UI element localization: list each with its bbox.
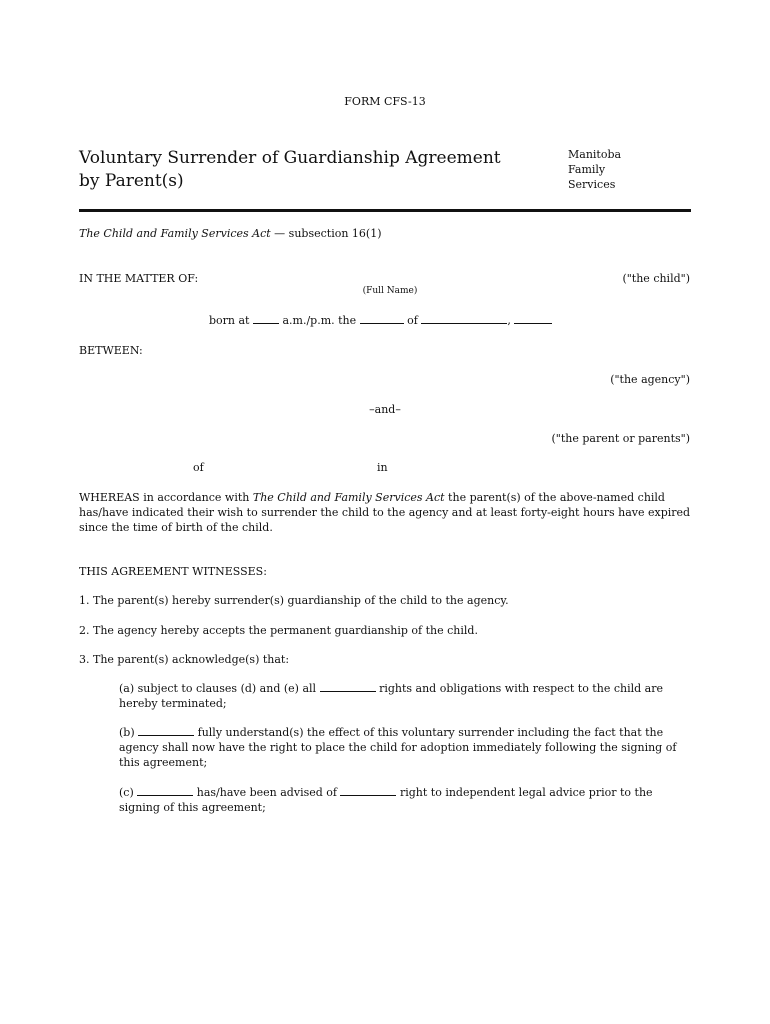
sub-clause-c <box>119 785 679 815</box>
act-subsection: — subsection 16(1) <box>270 227 382 240</box>
sub-b-blank[interactable] <box>138 725 194 736</box>
department-line-1: Manitoba <box>568 148 622 161</box>
sub-b-line-3: this agreement; <box>119 756 208 769</box>
sub-c-line-1: (c) has/have been advised of right to independent legal advice prior to the <box>119 786 653 799</box>
sub-a-blank[interactable] <box>320 681 376 692</box>
clause-3: 3. The parent(s) acknowledge(s) that: <box>79 653 290 666</box>
witnesses-heading: THIS AGREEMENT WITNESSES: <box>79 565 267 578</box>
page-title <box>79 147 501 193</box>
clause-2: 2. The agency hereby accepts the permanent guardianship of the child. <box>79 624 478 637</box>
sub-c-blank-2[interactable] <box>340 785 396 796</box>
born-at-label: born at <box>209 314 250 327</box>
department-line-2: Family <box>568 163 606 176</box>
full-name-caption: (Full Name) <box>362 286 418 296</box>
whereas-line-1: WHEREAS in accordance with The Child and Family Services Act the parent(s) of the above-named child <box>79 491 665 504</box>
born-line <box>209 313 552 328</box>
between-label: BETWEEN: <box>79 344 143 357</box>
ampm-label: a.m./p.m. the <box>282 314 357 327</box>
and-separator: –and– <box>369 403 401 416</box>
department-line-3: Services <box>568 178 616 191</box>
sub-b-line-1: (b) fully understand(s) the effect of this voluntary surrender including the fact that the <box>119 726 664 739</box>
birth-day-blank[interactable] <box>360 313 404 324</box>
birth-hour-blank[interactable] <box>253 313 279 324</box>
comma: , <box>507 314 511 327</box>
form-number: FORM CFS-13 <box>344 95 426 108</box>
matter-label: IN THE MATTER OF: <box>79 272 199 285</box>
department-logo-text <box>568 147 621 192</box>
birth-year-blank[interactable] <box>514 313 552 324</box>
whereas-line-2: has/have indicated their wish to surrender the child to the agency and at least forty-eight hours have expired <box>79 506 691 519</box>
sub-clause-b <box>119 725 679 770</box>
whereas-paragraph <box>79 490 691 535</box>
birth-month-blank[interactable] <box>421 313 507 324</box>
the-child-label: ("the child") <box>622 272 690 285</box>
the-agency-label: ("the agency") <box>610 373 690 386</box>
clause-1: 1. The parent(s) hereby surrender(s) guardianship of the child to the agency. <box>79 594 509 607</box>
sub-c-blank-1[interactable] <box>137 785 193 796</box>
of-label: of <box>407 314 418 327</box>
sub-a-line-2: hereby terminated; <box>119 697 227 710</box>
in-label: in <box>377 461 388 474</box>
whereas-line-3: since the time of birth of the child. <box>79 521 273 534</box>
of-label-2: of <box>193 461 204 474</box>
sub-b-line-2: agency shall now have the right to place the child for adoption immediately following the signing of <box>119 741 677 754</box>
title-line-2: by Parent(s) <box>79 171 184 191</box>
sub-c-line-2: signing of this agreement; <box>119 801 266 814</box>
act-name: The Child and Family Services Act <box>79 227 271 240</box>
act-reference <box>79 226 382 241</box>
sub-clause-a <box>119 681 679 711</box>
title-line-1: Voluntary Surrender of Guardianship Agreement <box>79 148 501 168</box>
sub-a-line-1: (a) subject to clauses (d) and (e) all rights and obligations with respect to the child are <box>119 682 663 695</box>
header-rule <box>79 209 691 212</box>
the-parents-label: ("the parent or parents") <box>551 432 690 445</box>
